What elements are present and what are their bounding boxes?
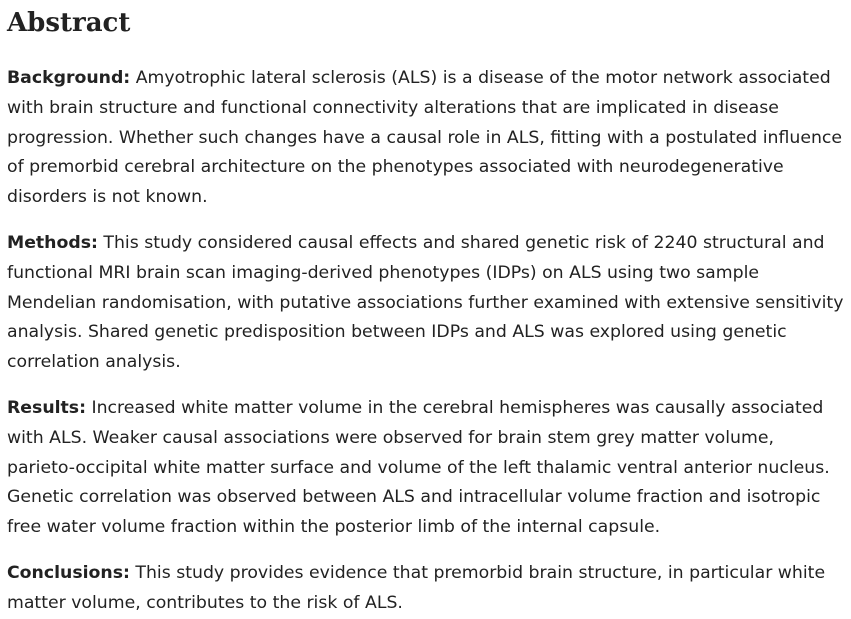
abstract-section bbox=[7, 0, 845, 619]
conclusions-paragraph bbox=[7, 559, 845, 619]
results-text: Increased white matter volume in the cerebral hemispheres was causally associated with ALS. Weaker causal associations were observed for brain stem grey matter volume, parieto-occipital white matter surface and volume of the left thalamic ventral anterior nucleus. Genetic correlation was observed between ALS and intracellular volume fraction and isotropic free water volume fraction within the posterior limb of the internal capsule. bbox=[7, 397, 830, 538]
methods-label: Methods: bbox=[7, 232, 98, 253]
background-paragraph bbox=[7, 64, 845, 213]
conclusions-text: This study provides evidence that premorbid brain structure, in particular white matter volume, contributes to the risk of ALS. bbox=[7, 562, 826, 613]
methods-paragraph bbox=[7, 229, 845, 378]
background-text: Amyotrophic lateral sclerosis (ALS) is a disease of the motor network associated with brain structure and functional connectivity alterations that are implicated in disease progression. Whether such changes have a causal role in ALS, fitting with a postulated influence of premorbid cerebral architecture on the phenotypes associated with neurodegenerative disorders is not known. bbox=[7, 68, 843, 208]
results-paragraph bbox=[7, 394, 845, 543]
methods-text: This study considered causal effects and shared genetic risk of 2240 structural and functional MRI brain scan imaging-derived phenotypes (IDPs) on ALS using two sample Mendelian randomisation, with putative associations further examined with extensive sensitivity analysis. Shared genetic predisposition between IDPs and ALS was explored using genetic correlation analysis. bbox=[7, 232, 844, 373]
background-label: Background: bbox=[7, 68, 131, 88]
conclusions-label: Conclusions: bbox=[7, 562, 130, 583]
abstract-heading: Abstract bbox=[7, 8, 131, 38]
results-label: Results: bbox=[7, 397, 86, 418]
